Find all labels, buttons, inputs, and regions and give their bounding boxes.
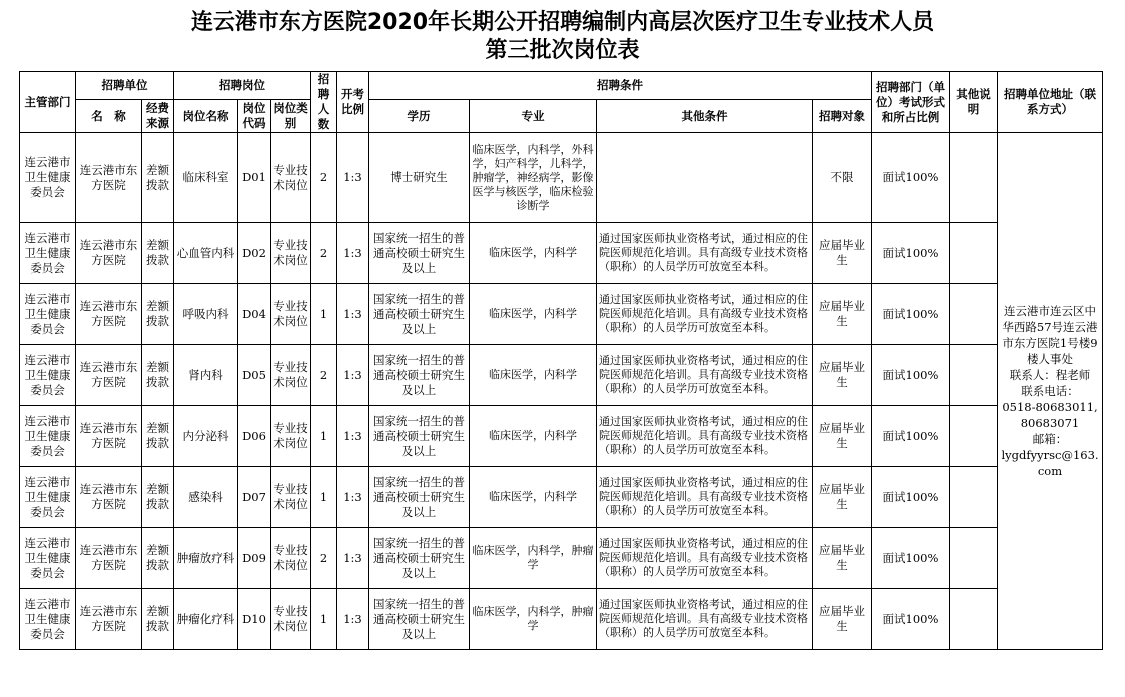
header-remarks: 其他说明 — [950, 72, 998, 133]
cell-major: 临床医学，内科学，肿瘤学 — [470, 589, 597, 650]
cell-unit-name: 连云港市东方医院 — [76, 345, 142, 406]
cell-supervisor: 连云港市卫生健康委员会 — [20, 589, 76, 650]
header-conditions: 招聘条件 — [369, 72, 872, 100]
cell-other-conditions — [597, 133, 813, 223]
cell-count: 2 — [311, 528, 337, 589]
cell-ratio: 1:3 — [337, 223, 369, 284]
cell-remarks — [950, 133, 998, 223]
header-other: 其他条件 — [597, 100, 813, 133]
cell-post-name: 肿瘤放疗科 — [174, 528, 238, 589]
positions-table — [19, 71, 1103, 650]
cell-other-conditions: 通过国家医师执业资格考试，通过相应的住院医师规范化培训。具有高级专业技术资格（职称）的人员学历可放宽至本科。 — [597, 223, 813, 284]
cell-education: 国家统一招生的普通高校硕士研究生及以上 — [369, 467, 470, 528]
cell-target: 应届毕业生 — [813, 345, 872, 406]
table-row — [20, 345, 1103, 406]
cell-count: 1 — [311, 406, 337, 467]
document-title: 连云港市东方医院2020年长期公开招聘编制内高层次医疗卫生专业技术人员 — [190, 10, 935, 35]
cell-funding: 差额拨款 — [142, 133, 174, 223]
cell-post-code: D09 — [238, 528, 271, 589]
header-count: 招聘人数 — [311, 72, 337, 133]
cell-exam-form: 面试100% — [872, 284, 950, 345]
cell-ratio: 1:3 — [337, 345, 369, 406]
cell-target: 应届毕业生 — [813, 528, 872, 589]
cell-count: 2 — [311, 223, 337, 284]
cell-supervisor: 连云港市卫生健康委员会 — [20, 406, 76, 467]
cell-education: 国家统一招生的普通高校硕士研究生及以上 — [369, 589, 470, 650]
contact-phone-label: 联系电话： — [1021, 384, 1079, 398]
cell-post-type: 专业技术岗位 — [271, 528, 311, 589]
cell-post-type: 专业技术岗位 — [271, 223, 311, 284]
table-row — [20, 133, 1103, 223]
cell-other-conditions: 通过国家医师执业资格考试，通过相应的住院医师规范化培训。具有高级专业技术资格（职称）的人员学历可放宽至本科。 — [597, 467, 813, 528]
cell-count: 2 — [311, 133, 337, 223]
cell-funding: 差额拨款 — [142, 345, 174, 406]
cell-major: 临床医学，内科学，肿瘤学 — [470, 528, 597, 589]
cell-education: 国家统一招生的普通高校硕士研究生及以上 — [369, 406, 470, 467]
cell-post-type: 专业技术岗位 — [271, 133, 311, 223]
cell-exam-form: 面试100% — [872, 589, 950, 650]
header-education: 学历 — [369, 100, 470, 133]
cell-exam-form: 面试100% — [872, 345, 950, 406]
table-row — [20, 223, 1103, 284]
cell-post-code: D07 — [238, 467, 271, 528]
cell-target: 应届毕业生 — [813, 467, 872, 528]
cell-unit-name: 连云港市东方医院 — [76, 223, 142, 284]
table-row — [20, 406, 1103, 467]
cell-post-code: D10 — [238, 589, 271, 650]
contact-phone: 0518-80683011,80683071 — [1002, 400, 1098, 430]
cell-count: 1 — [311, 467, 337, 528]
cell-remarks — [950, 467, 998, 528]
cell-unit-name: 连云港市东方医院 — [76, 589, 142, 650]
cell-ratio: 1:3 — [337, 467, 369, 528]
cell-exam-form: 面试100% — [872, 223, 950, 284]
header-post-code: 岗位代码 — [238, 100, 271, 133]
cell-ratio: 1:3 — [337, 284, 369, 345]
cell-remarks — [950, 406, 998, 467]
cell-major: 临床医学，内科学 — [470, 345, 597, 406]
cell-target: 应届毕业生 — [813, 284, 872, 345]
cell-major: 临床医学，内科学 — [470, 406, 597, 467]
cell-post-name: 感染科 — [174, 467, 238, 528]
cell-post-type: 专业技术岗位 — [271, 589, 311, 650]
cell-count: 1 — [311, 284, 337, 345]
header-post: 招聘岗位 — [174, 72, 311, 100]
cell-post-name: 肿瘤化疗科 — [174, 589, 238, 650]
cell-education: 国家统一招生的普通高校硕士研究生及以上 — [369, 284, 470, 345]
header-unit: 招聘单位 — [76, 72, 174, 100]
cell-remarks — [950, 223, 998, 284]
cell-unit-name: 连云港市东方医院 — [76, 133, 142, 223]
header-post-type: 岗位类别 — [271, 100, 311, 133]
cell-exam-form: 面试100% — [872, 528, 950, 589]
header-row-top — [20, 72, 1103, 100]
cell-education: 国家统一招生的普通高校硕士研究生及以上 — [369, 528, 470, 589]
cell-post-code: D05 — [238, 345, 271, 406]
cell-supervisor: 连云港市卫生健康委员会 — [20, 284, 76, 345]
cell-other-conditions: 通过国家医师执业资格考试，通过相应的住院医师规范化培训。具有高级专业技术资格（职称）的人员学历可放宽至本科。 — [597, 406, 813, 467]
cell-count: 2 — [311, 345, 337, 406]
cell-post-name: 肾内科 — [174, 345, 238, 406]
cell-post-type: 专业技术岗位 — [271, 284, 311, 345]
cell-post-name: 心血管内科 — [174, 223, 238, 284]
cell-count: 1 — [311, 589, 337, 650]
cell-post-name: 内分泌科 — [174, 406, 238, 467]
cell-remarks — [950, 284, 998, 345]
cell-education: 国家统一招生的普通高校硕士研究生及以上 — [369, 345, 470, 406]
table-body — [20, 133, 1103, 650]
cell-supervisor: 连云港市卫生健康委员会 — [20, 223, 76, 284]
cell-target: 应届毕业生 — [813, 589, 872, 650]
cell-major: 临床医学，内科学 — [470, 284, 597, 345]
cell-post-name: 呼吸内科 — [174, 284, 238, 345]
cell-major: 临床医学，内科学 — [470, 467, 597, 528]
cell-funding: 差额拨款 — [142, 406, 174, 467]
header-address: 招聘单位地址（联系方式） — [998, 72, 1103, 133]
header-supervisor: 主管部门 — [20, 72, 76, 133]
cell-ratio: 1:3 — [337, 528, 369, 589]
cell-education: 博士研究生 — [369, 133, 470, 223]
header-post-name: 岗位名称 — [174, 100, 238, 133]
cell-unit-name: 连云港市东方医院 — [76, 528, 142, 589]
cell-unit-name: 连云港市东方医院 — [76, 467, 142, 528]
cell-exam-form: 面试100% — [872, 133, 950, 223]
table-row — [20, 284, 1103, 345]
cell-exam-form: 面试100% — [872, 467, 950, 528]
document-subtitle: 第三批次岗位表 — [485, 38, 640, 63]
cell-post-code: D06 — [238, 406, 271, 467]
cell-supervisor: 连云港市卫生健康委员会 — [20, 528, 76, 589]
cell-contact-info — [998, 133, 1103, 650]
cell-remarks — [950, 528, 998, 589]
cell-other-conditions: 通过国家医师执业资格考试，通过相应的住院医师规范化培训。具有高级专业技术资格（职称）的人员学历可放宽至本科。 — [597, 284, 813, 345]
cell-post-type: 专业技术岗位 — [271, 406, 311, 467]
header-major: 专业 — [470, 100, 597, 133]
header-target: 招聘对象 — [813, 100, 872, 133]
header-exam-form: 招聘部门（单位）考试形式和所占比例 — [872, 72, 950, 133]
cell-funding: 差额拨款 — [142, 589, 174, 650]
table-row — [20, 528, 1103, 589]
header-ratio: 开考比例 — [337, 72, 369, 133]
cell-funding: 差额拨款 — [142, 223, 174, 284]
cell-funding: 差额拨款 — [142, 528, 174, 589]
cell-other-conditions: 通过国家医师执业资格考试，通过相应的住院医师规范化培训。具有高级专业技术资格（职称）的人员学历可放宽至本科。 — [597, 528, 813, 589]
contact-person: 联系人：程老师 — [1009, 368, 1091, 382]
header-unit-name: 名 称 — [76, 100, 142, 133]
cell-supervisor: 连云港市卫生健康委员会 — [20, 133, 76, 223]
cell-unit-name: 连云港市东方医院 — [76, 284, 142, 345]
cell-remarks — [950, 345, 998, 406]
table-row — [20, 589, 1103, 650]
cell-major: 临床医学，内科学，外科学，妇产科学，儿科学，肿瘤学，神经病学，影像医学与核医学，临床检验诊断学 — [470, 133, 597, 223]
header-funding: 经费来源 — [142, 100, 174, 133]
cell-post-name: 临床科室 — [174, 133, 238, 223]
cell-ratio: 1:3 — [337, 406, 369, 467]
cell-post-type: 专业技术岗位 — [271, 345, 311, 406]
contact-address: 连云港市连云区中华西路57号连云港市东方医院1号楼9楼人事处 — [1002, 304, 1098, 366]
cell-funding: 差额拨款 — [142, 467, 174, 528]
contact-email: lygdfyyrsc@163.com — [1001, 448, 1099, 478]
cell-target: 应届毕业生 — [813, 223, 872, 284]
cell-post-type: 专业技术岗位 — [271, 467, 311, 528]
cell-education: 国家统一招生的普通高校硕士研究生及以上 — [369, 223, 470, 284]
table-row — [20, 467, 1103, 528]
cell-funding: 差额拨款 — [142, 284, 174, 345]
cell-major: 临床医学，内科学 — [470, 223, 597, 284]
cell-exam-form: 面试100% — [872, 406, 950, 467]
cell-remarks — [950, 589, 998, 650]
cell-supervisor: 连云港市卫生健康委员会 — [20, 345, 76, 406]
cell-other-conditions: 通过国家医师执业资格考试，通过相应的住院医师规范化培训。具有高级专业技术资格（职称）的人员学历可放宽至本科。 — [597, 345, 813, 406]
cell-ratio: 1:3 — [337, 589, 369, 650]
cell-post-code: D02 — [238, 223, 271, 284]
cell-target: 不限 — [813, 133, 872, 223]
cell-post-code: D01 — [238, 133, 271, 223]
cell-post-code: D04 — [238, 284, 271, 345]
cell-ratio: 1:3 — [337, 133, 369, 223]
contact-email-label: 邮箱： — [1032, 432, 1068, 446]
cell-unit-name: 连云港市东方医院 — [76, 406, 142, 467]
cell-supervisor: 连云港市卫生健康委员会 — [20, 467, 76, 528]
cell-other-conditions: 通过国家医师执业资格考试，通过相应的住院医师规范化培训。具有高级专业技术资格（职称）的人员学历可放宽至本科。 — [597, 589, 813, 650]
cell-target: 应届毕业生 — [813, 406, 872, 467]
